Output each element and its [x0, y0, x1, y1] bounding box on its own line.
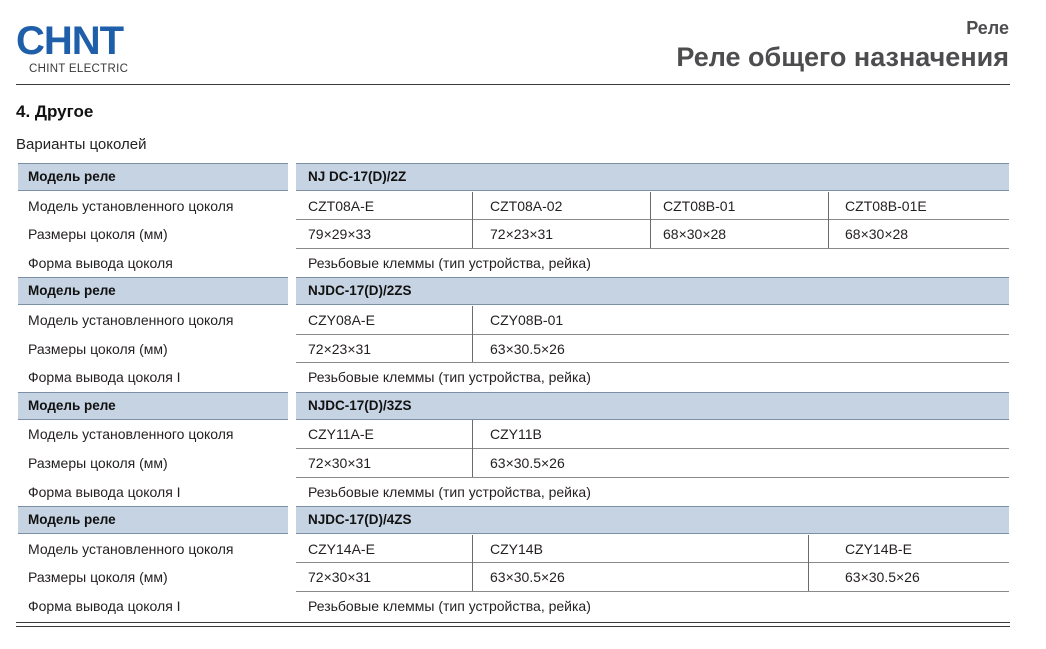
socket-size-label: Размеры цоколя (мм)	[28, 569, 168, 586]
socket-model-row	[18, 420, 1009, 449]
socket-form-row	[18, 592, 1009, 621]
socket-size-label: Размеры цоколя (мм)	[28, 340, 168, 357]
socket-form-label: Форма вывода цоколя I	[28, 597, 181, 614]
socket-model-row	[18, 306, 1009, 335]
socket-model-value: CZT08B-01	[663, 197, 736, 214]
socket-size-row	[18, 449, 1009, 478]
socket-size-value: 63×30.5×26	[490, 454, 565, 471]
footer-rule-top	[16, 622, 1010, 623]
socket-form-label: Форма вывода цоколя I	[28, 483, 181, 500]
relay-model: NJ DC-17(D)/2Z	[308, 169, 407, 184]
socket-size-value: 68×30×28	[663, 226, 727, 243]
socket-form-label: Форма вывода цоколя	[28, 254, 173, 271]
socket-form-value: Резьбовые клеммы (тип устройства, рейка)	[308, 483, 591, 500]
socket-form-row	[18, 478, 1009, 507]
model-header-row	[18, 392, 1009, 421]
socket-model-value: CZY08A-E	[308, 311, 375, 328]
socket-model-value: CZY14B	[490, 540, 543, 557]
chint-logo-mark	[16, 20, 156, 62]
socket-size-label: Размеры цоколя (мм)	[28, 226, 168, 243]
page-category: Реле	[966, 18, 1009, 38]
socket-size-value: 63×30.5×26	[490, 340, 565, 357]
socket-size-value: 79×29×33	[308, 226, 372, 243]
socket-form-value: Резьбовые клеммы (тип устройства, рейка)	[308, 369, 591, 386]
chint-logo	[16, 20, 156, 75]
socket-model-row	[18, 192, 1009, 221]
socket-form-row	[18, 363, 1009, 392]
model-header-row	[18, 163, 1009, 192]
socket-model-value: CZY14A-E	[308, 540, 375, 557]
socket-model-value: CZY11B	[490, 426, 542, 443]
model-label: Модель реле	[28, 512, 116, 528]
section-title: 4. Другое	[16, 102, 94, 121]
logo-subtitle: CHINT ELECTRIC	[29, 63, 129, 75]
socket-form-row	[18, 249, 1009, 278]
socket-form-value: Резьбовые клеммы (тип устройства, рейка)	[308, 597, 591, 614]
socket-variants-table	[18, 163, 1009, 621]
relay-model: NJDC-17(D)/2ZS	[308, 283, 412, 299]
socket-model-value: CZT08A-E	[308, 197, 375, 214]
socket-form-value: Резьбовые клеммы (тип устройства, рейка)	[308, 254, 591, 271]
page-title: Реле общего назначения	[676, 42, 1009, 72]
socket-size-value: 72×23×31	[490, 226, 554, 243]
model-label: Модель реле	[28, 283, 116, 299]
socket-size-value: 72×30×31	[308, 454, 372, 471]
socket-size-value: 72×23×31	[308, 340, 372, 357]
relay-model: NJDC-17(D)/3ZS	[308, 397, 412, 413]
socket-size-row	[18, 220, 1009, 249]
model-header-row	[18, 506, 1009, 535]
socket-model-label: Модель установленного цоколя	[28, 426, 234, 443]
socket-model-value: CZY08B-01	[490, 311, 564, 328]
model-label: Модель реле	[28, 397, 116, 413]
socket-size-row	[18, 335, 1009, 364]
footer-rule-bottom	[16, 626, 1010, 627]
socket-size-value: 68×30×28	[845, 226, 909, 243]
socket-model-row	[18, 535, 1009, 564]
socket-model-label: Модель установленного цоколя	[28, 311, 234, 328]
socket-form-label: Форма вывода цоколя I	[28, 369, 181, 386]
socket-size-value: 63×30.5×26	[845, 569, 920, 586]
section-subtitle: Варианты цоколей	[16, 136, 147, 153]
socket-model-value: CZY11A-E	[308, 426, 374, 443]
socket-model-label: Модель установленного цоколя	[28, 540, 234, 557]
socket-model-value: CZT08B-01E	[845, 197, 927, 214]
model-label: Модель реле	[28, 169, 116, 184]
socket-size-row	[18, 563, 1009, 592]
socket-model-value: CZT08A-02	[490, 197, 563, 214]
relay-model: NJDC-17(D)/4ZS	[308, 512, 412, 528]
model-header-row	[18, 277, 1009, 306]
socket-model-value: CZY14B-E	[845, 540, 912, 557]
header-divider	[16, 84, 1010, 85]
socket-size-value: 72×30×31	[308, 569, 372, 586]
logo-text: CHNT	[16, 20, 124, 62]
socket-model-label: Модель установленного цоколя	[28, 197, 234, 214]
socket-size-value: 63×30.5×26	[490, 569, 565, 586]
socket-size-label: Размеры цоколя (мм)	[28, 454, 168, 471]
